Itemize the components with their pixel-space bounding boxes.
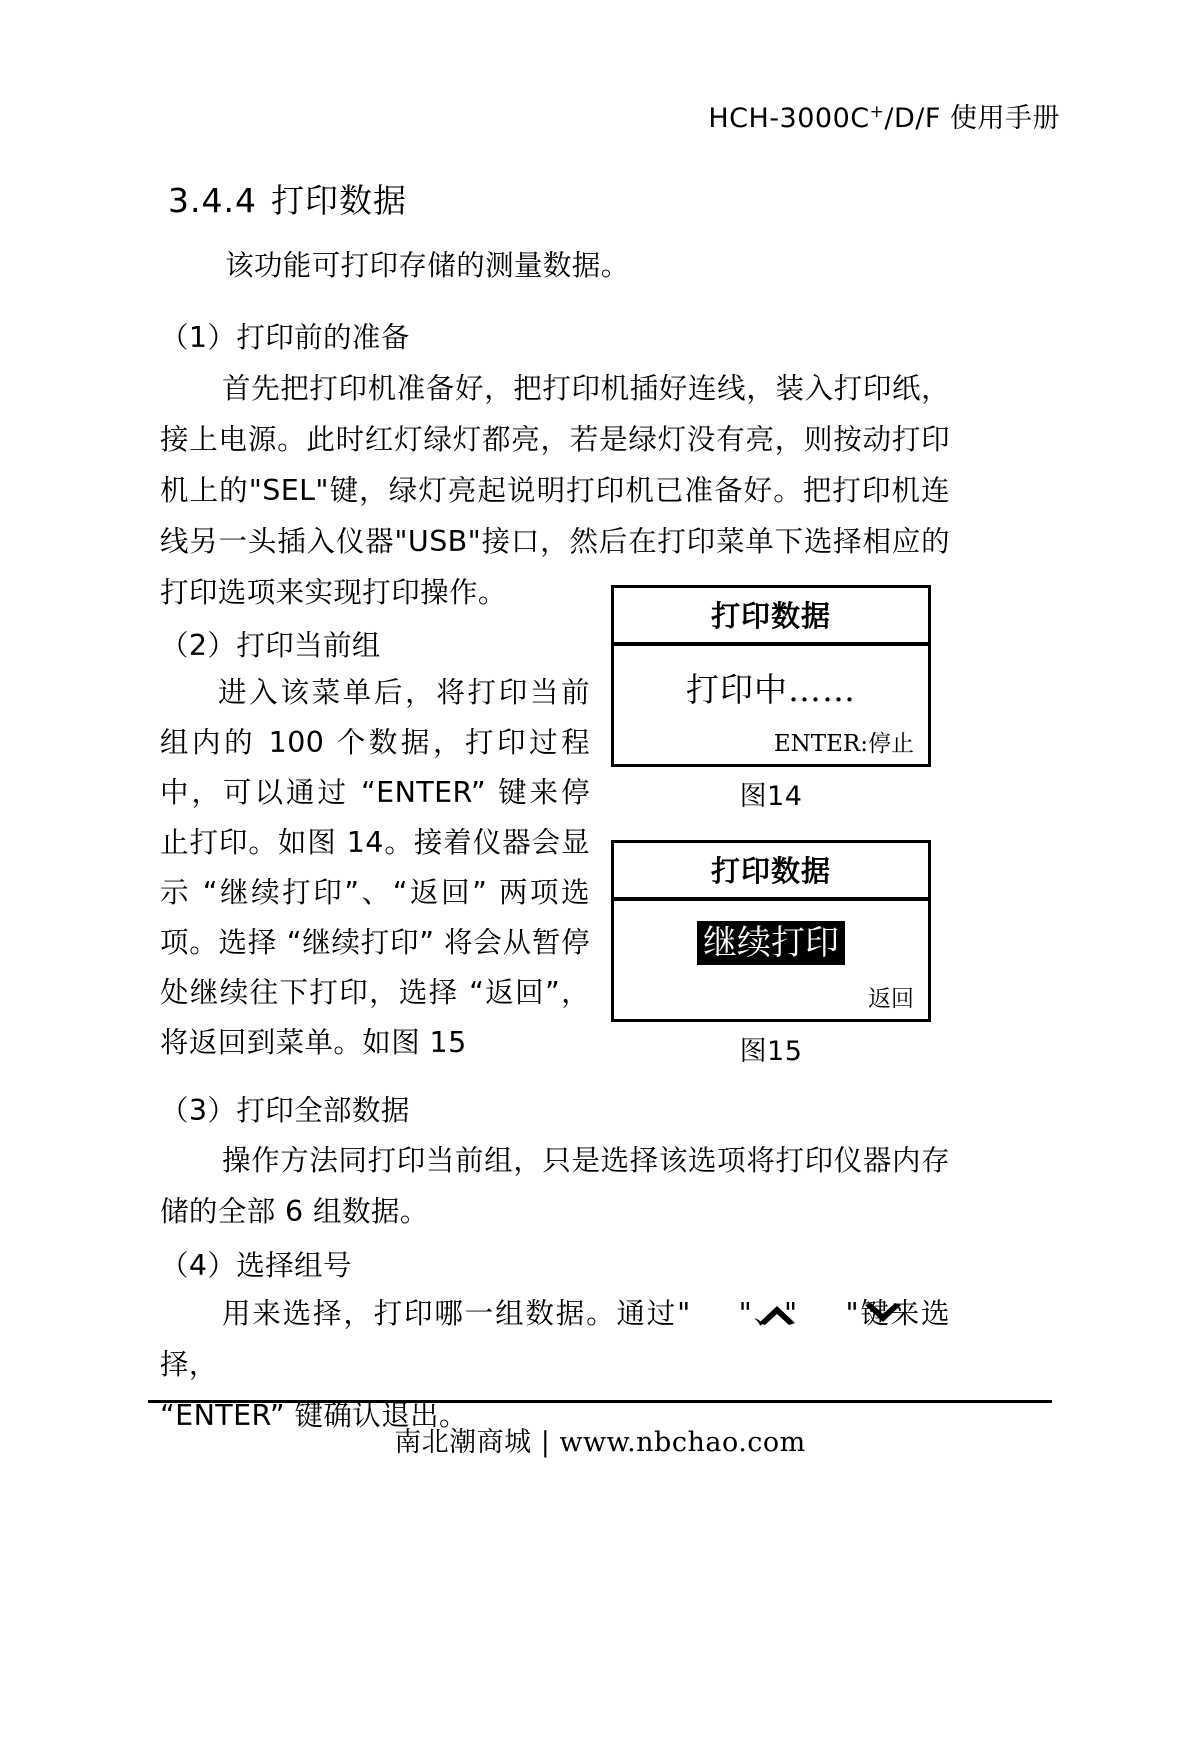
lcd-title-14: 打印数据 — [614, 588, 928, 646]
item4-body-part1: 用来选择，打印哪一组数据。通过" — [222, 1297, 691, 1330]
lcd-body-14 — [614, 646, 928, 764]
header-title-suffix: /D/F 使用手册 — [884, 103, 1060, 134]
item3-body: 操作方法同打印当前组，只是选择该选项将打印仪器内存储的全部 6 组数据。 — [160, 1144, 950, 1228]
item1-heading: （1）打印前的准备 — [160, 321, 410, 354]
section-intro: 该功能可打印存储的测量数据。 — [225, 249, 630, 282]
figure-15 — [611, 840, 931, 1068]
item4-body-part4: “ENTER” 键确认退出。 — [160, 1399, 468, 1432]
lcd-screen-14 — [611, 585, 931, 767]
page-header — [708, 96, 1060, 135]
lcd-screen-15 — [611, 840, 931, 1022]
figure-14-caption: 图14 — [739, 781, 803, 812]
footer-divider — [148, 1400, 1052, 1403]
item1-body: 首先把打印机准备好，把打印机插好连线，装入打印纸，接上电源。此时红灯绿灯都亮，若是绿灯没有亮，则按动打印机上的"SEL"键，绿灯亮起说明打印机已准备好。把打印机连线另一头插入仪器"USB"接口，然后在打印菜单下选择相应的打印选项来实现打印操作。 — [160, 372, 950, 609]
down-arrow-icon — [799, 1292, 843, 1318]
section-number: 3.4.4 — [168, 181, 257, 220]
lcd-selected-option-label-15: 继续打印 — [697, 921, 845, 965]
lcd-status-text-14: 打印中…… — [686, 670, 856, 709]
lcd-title-15: 打印数据 — [614, 843, 928, 901]
lcd-hint-14: ENTER:停止 — [773, 731, 914, 757]
item4-heading: （4）选择组号 — [160, 1249, 352, 1282]
footer-text: 南北潮商城 | www.nbchao.com — [394, 1427, 806, 1458]
section-title-text: 打印数据 — [270, 181, 407, 220]
figure-14 — [611, 585, 931, 813]
lcd-selected-option-15 — [614, 915, 928, 964]
header-title-prefix: HCH-3000C — [708, 103, 870, 134]
section-heading — [168, 175, 407, 222]
item2-body: 进入该菜单后，将打印当前组内的 100 个数据，打印过程中，可以通过 “ENTER” 键来停止打印。如图 14。接着仪器会显示 “继续打印”、“返回” 两项选项。选择 “继续打印” 将会从暂停处继续往下打印，选择 “返回”，将返回到菜单。如图 15 — [160, 676, 590, 1059]
item4-body-part3: "键来选择， — [160, 1297, 951, 1381]
item2-heading: （2）打印当前组 — [160, 629, 381, 662]
up-arrow-icon — [693, 1292, 737, 1318]
lcd-body-15 — [614, 901, 928, 1019]
item3-heading: （3）打印全部数据 — [160, 1094, 410, 1127]
item4-body-part2: "、" — [738, 1297, 798, 1330]
item4-body — [160, 1288, 950, 1441]
lcd-hint-15: 返回 — [868, 986, 914, 1012]
figure-15-caption: 图15 — [739, 1036, 803, 1067]
header-title-sup: + — [869, 102, 885, 122]
